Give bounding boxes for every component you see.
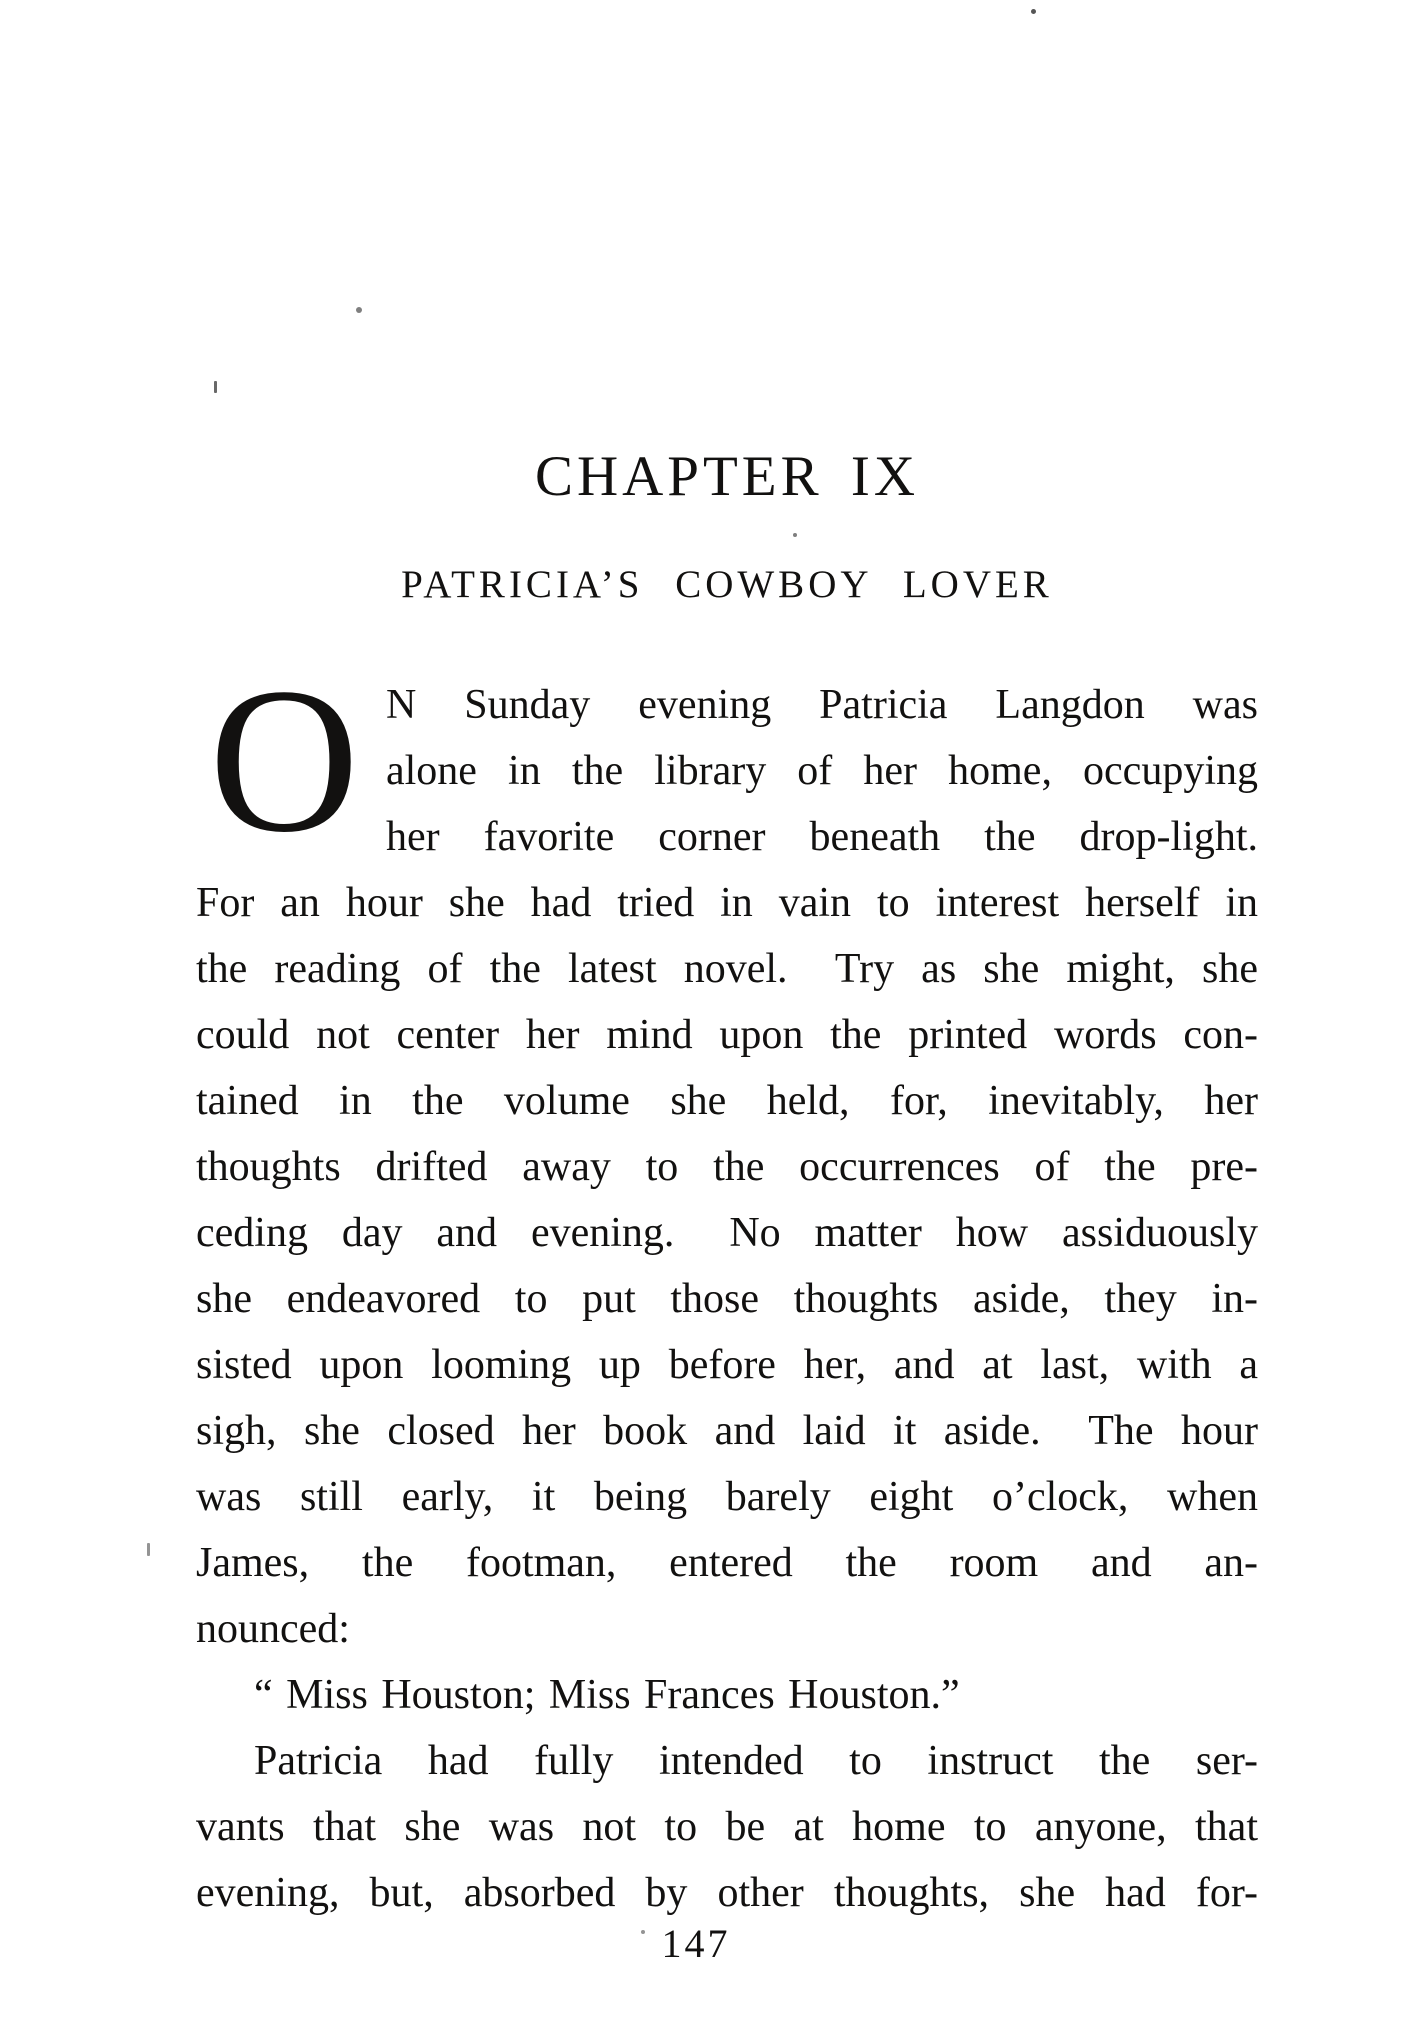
body-line: vants that she was not to be at home to anyone, that [196, 1804, 1258, 1850]
chapter-heading: CHAPTER IX [534, 445, 920, 508]
body-line: she endeavored to put those thoughts aside, they in- [196, 1276, 1258, 1322]
scan-speck [147, 1543, 150, 1556]
body-text [196, 645, 1258, 1926]
drop-cap: O [209, 645, 360, 875]
body-line: For an hour she had tried in vain to interest herself in [196, 880, 1258, 926]
body-line: sisted upon looming up before her, and at last, with a [196, 1342, 1258, 1388]
text-block [196, 445, 1258, 1926]
scan-speck [793, 533, 797, 537]
chapter-subtitle: PATRICIA’S COWBOY LOVER [401, 563, 1053, 606]
body-line: evening, but, absorbed by other thoughts, she had for- [196, 1870, 1258, 1916]
body-line: was still early, it being barely eight o’clock, when [196, 1474, 1258, 1520]
body-line: the reading of the latest novel. Try as she might, she [196, 946, 1258, 992]
body-line: Patricia had fully intended to instruct the ser- [254, 1738, 1258, 1784]
body-line: could not center her mind upon the printed words con- [196, 1012, 1258, 1058]
body-line: alone in the library of her home, occupying [386, 748, 1258, 794]
body-line: N Sunday evening Patricia Langdon was [386, 682, 1258, 728]
body-line: nounced: [196, 1606, 350, 1652]
body-line: sigh, she closed her book and laid it aside. The hour [196, 1408, 1258, 1454]
page-number: 147 [661, 1921, 731, 1966]
scan-speck [356, 307, 362, 313]
body-line: her favorite corner beneath the drop-light. [386, 814, 1258, 860]
body-line: thoughts drifted away to the occurrences of the pre- [196, 1144, 1258, 1190]
scan-speck [1031, 9, 1036, 14]
quote-line: “ Miss Houston; Miss Frances Houston.” [254, 1672, 960, 1718]
body-line: James, the footman, entered the room and an- [196, 1540, 1258, 1586]
body-line: tained in the volume she held, for, inevitably, her [196, 1078, 1258, 1124]
scan-speck [214, 381, 217, 393]
scan-speck [641, 1930, 645, 1934]
body-line: ceding day and evening. No matter how assiduously [196, 1210, 1258, 1256]
